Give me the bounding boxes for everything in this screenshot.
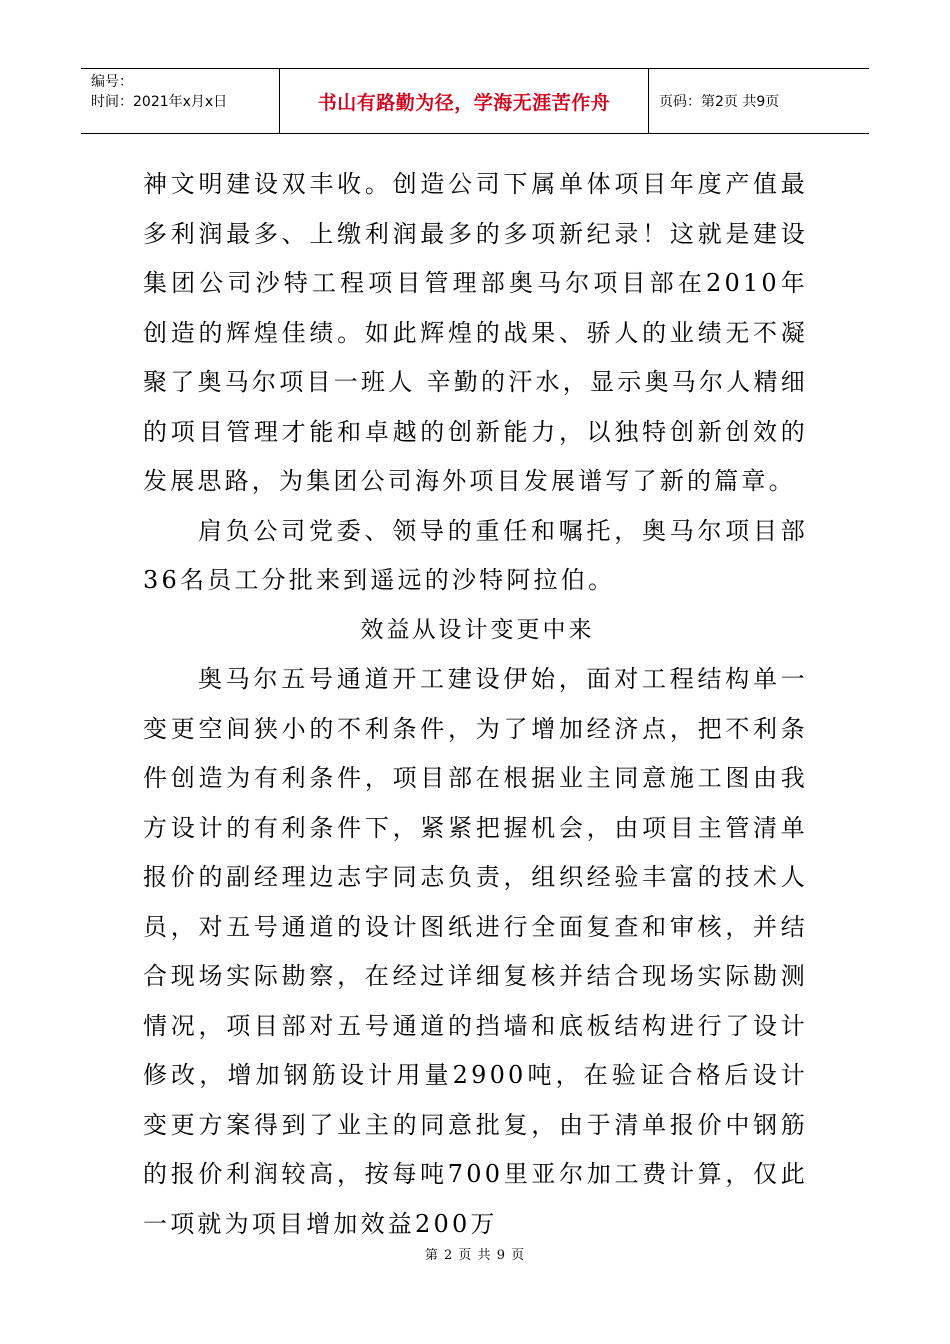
body-paragraph: 奥马尔五号通道开工建设伊始，面对工程结构单一变更空间狭小的不利条件，为了增加经济点，把不利条件创造为有利条件，项目部在根据业主同意施工图由我方设计的有利条件下，紧紧把握机会，由项目主管清单报价的副经理边志宇同志负责，组织经验丰富的技术人员，对五号通道的设计图纸进行全面复查和审核，并结合现场实际勘察，在经过详细复核并结合现场实际勘测情况，项目部对五号通道的挡墙和底板结构进行了设计修改，增加钢筋设计用量2900吨，在验证合格后设计变更方案得到了业主的同意批复，由于清单报价中钢筋的报价利润较高，按每吨700里亚尔加工费计算，仅此一项就为项目增加效益200万 [143, 665, 808, 1238]
page-header [81, 68, 869, 134]
header-motto: 书山有路勤为径，学海无涯苦作舟 [317, 91, 611, 114]
body-paragraph: 神文明建设双丰收。创造公司下属单体项目年度产值最多利润最多、上缴利润最多的多项新纪录！这就是建设集团公司沙特工程项目管理部奥马尔项目部在2010年创造的辉煌佳绩。如此辉煌的战果、骄人的业绩无不凝聚了奥马尔项目一班人 辛勤的汗水，显示奥马尔人精细的项目管理才能和卓越的创新能力，以独特创新创效的发展思路，为集团公司海外项目发展谱写了新的篇章。 [143, 170, 808, 495]
header-page-number: 页码：第2页 共9页 [659, 94, 780, 110]
header-page-cell [649, 69, 869, 133]
section-title: 效益从设计变更中来 [360, 616, 595, 643]
header-meta [81, 69, 280, 133]
body-paragraph: 肩负公司党委、领导的重任和嘱托，奥马尔项目部36名员工分批来到遥远的沙特阿拉伯。 [143, 516, 808, 594]
document-number-label: 编号： [91, 74, 133, 90]
document-body [143, 160, 808, 1249]
document-date: 时间：2021年x月x日 [91, 94, 228, 110]
page-footer: 第 2 页 共 9 页 [424, 1248, 526, 1263]
header-motto-cell [280, 69, 649, 133]
